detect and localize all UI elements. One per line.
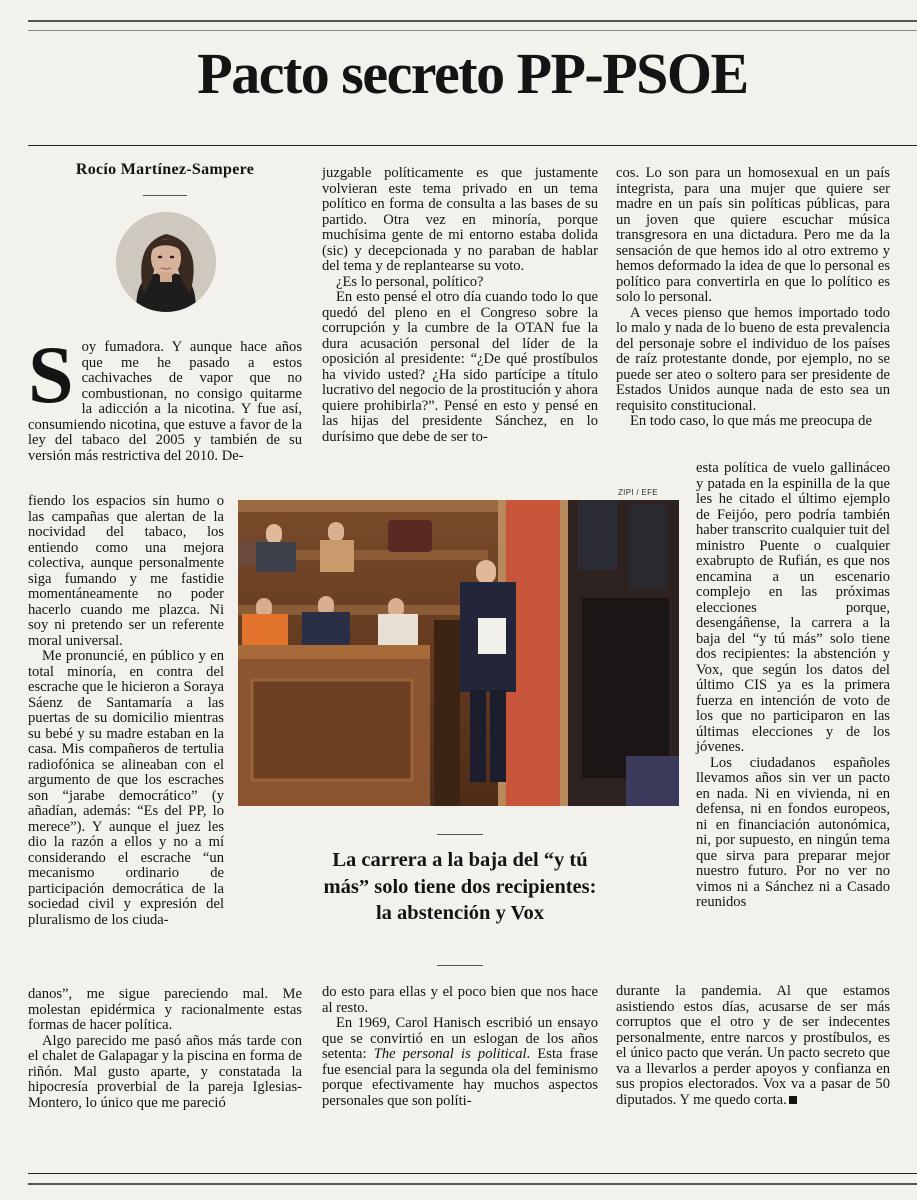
headline: Pacto secreto PP-PSOE xyxy=(197,41,748,106)
pull-quote-rule-top xyxy=(437,834,483,835)
column-3-bottom xyxy=(616,984,890,1108)
column-1-bottom xyxy=(28,987,302,1111)
author-portrait-illustration xyxy=(116,212,216,312)
column-3-top xyxy=(616,166,890,430)
column-2-top xyxy=(322,166,598,445)
bottom-rule xyxy=(28,1173,917,1174)
author-byline: Rocío Martínez-Sampere xyxy=(75,161,255,178)
column-3-middle xyxy=(696,461,890,911)
paragraph: Los ciudadanos españoles llevamos años sin ver un pacto en nada. Ni en vivienda, ni en defensa, ni en fondos europeos, ni en financiación autonómica, ni, por supuesto, en ningún tema que sirva para preparar mejor nuestro futuro. Por no ver no vimos ni a Sánchez ni a Casado reunidos xyxy=(696,754,890,910)
paragraph: do esto para ellas y el poco bien que nos hace al resto. xyxy=(322,984,598,1016)
paragraph: cos. Lo son para un homosexual en un país integrista, para una mujer que quiere ser madre en un país sin políticas públicas, para un joven que quiere escuchar música transgresora en una dictadura. Pero me da la sensación de que hemos ido al otro extremo y hemos deformado la idea de que lo personal es político para convertirla en que lo político es solo lo personal. xyxy=(616,165,890,305)
column-2-bottom xyxy=(322,985,598,1109)
paragraph-text: . Esta frase fue esencial para la segunda ola del feminismo porque efectivamente hay muchos aspectos personales que son políti- xyxy=(322,1046,598,1109)
emphasis-text: The personal is political xyxy=(373,1046,527,1062)
paragraph xyxy=(616,984,890,1108)
paragraph-text: En 1969, Carol Hanisch escribió un ensayo que se convirtió en un eslogan de los años setenta: xyxy=(322,1015,598,1062)
column-1-top xyxy=(28,329,302,464)
paragraph: fiendo los espacios sin humo o las campañas que alertan de la nocividad del tabaco, los entiendo como una mejora colectiva, aunque personalmente siga fumando y me fastidie momentáneamente no poder hacerlo cuando me plazca. Ni soy ni pretendo ser un referente moral universal. xyxy=(28,493,224,649)
paragraph: ¿Es lo personal, político? xyxy=(336,273,484,290)
photo-credit: ZIPI / EFE xyxy=(618,488,658,497)
paragraph-text: oy fumadora. Y aunque hace años que me he pasado a estos cachivaches de vapor que no combustionan, no consigo quitarme la adicción a la nicotina. Y fue así, consumiendo nicotina, que estuve a favor de la ley del tabaco del 2005 y también de su versión más restrictiva del 2010. De- xyxy=(28,339,302,464)
top-double-rule xyxy=(28,20,917,22)
bottom-double-rule xyxy=(28,1183,917,1185)
paragraph: Me pronuncié, en público y en total minoría, en contra del escrache que le hicieron a Soraya Sáenz de Santamaría a las puertas de su domicilio mientras su bebé y su madre estaban en la casa. Mis compañeros de tertulia radiofónica se alineaban con el argumento de que los escraches son “jarabe democrático” (y añadían, además: “Es del PP, lo merece”). Y aunque el juez les dio la razón a ellos y no a mí considerando el escrache “un mecanismo ordinario de participación democrática de la sociedad civil y expresión del pluralismo de los ciuda- xyxy=(28,648,224,928)
end-of-article-mark xyxy=(789,1096,797,1104)
paragraph: En todo caso, lo que más me preocupa de xyxy=(630,413,872,429)
top-thin-rule xyxy=(28,30,917,31)
byline-rule xyxy=(143,195,187,196)
paragraph: Algo parecido me pasó años más tarde con el chalet de Galapagar y la piscina en forma de riñón. Mal gusto aparte, y constatada la hipocresía proverbial de la pareja Iglesias-Montero, lo único que me pareció xyxy=(28,1032,302,1111)
paragraph: A veces pienso que hemos importado todo lo malo y nada de lo bueno de esta prevalencia del personaje sobre el individuo de los países de raíz protestante donde, por ejemplo, no se puede ser ateo o soltero para ser presidente de Estados Unidos aunque nada de esto sea un requisito constitucional. xyxy=(616,304,890,414)
congress-photo xyxy=(238,500,679,806)
drop-cap: S xyxy=(28,329,74,420)
column-1-middle xyxy=(28,494,224,928)
paragraph xyxy=(322,1016,598,1109)
paragraph xyxy=(28,329,302,464)
paragraph-text: durante la pandemia. Al que estamos asistiendo estos días, acusarse de ser más corruptos que el otro y de ser indecentes personalmente, entre narcos y prostíbulos, es el único pacto que verán. Un pacto secreto que va a llevarlos a perder apoyos y confianza en sus propios electorados. Vox va a pasar de 50 diputados. Y me quedo corta. xyxy=(616,983,890,1108)
paragraph: En esto pensé el otro día cuando todo lo que quedó del pleno en el Congreso sobre la corrupción y la cumbre de la OTAN fue la dura acusación personal del líder de la oposición al presidente: “¿De qué prostíbulos ha vivido usted? ¿Ha sido partícipe a título lucrativo del negocio de la prostitución y ahora quiere prohibirla?”. Pensé en esto y pensé en las hijas del presidente Sánchez, en lo durísimo que debe de ser to- xyxy=(322,289,598,445)
paragraph: juzgable políticamente es que justamente volvieran este tema privado en un tema político en forma de consulta a las bases de su partido. Otra vez en minoría, porque muchísima gente de mi entorno estaba dolida (sic) y decepcionada y no paraban de hablar del tema y de replantearse su voto. xyxy=(322,165,598,274)
author-portrait xyxy=(116,212,216,312)
pull-quote: La carrera a la baja del “y tú más” solo tiene dos recipientes: la abstención y Vox xyxy=(323,849,597,924)
paragraph: danos”, me sigue pareciendo mal. Me molestan epidérmica y racionalmente estas formas de hacer política. xyxy=(28,986,302,1033)
headline-rule xyxy=(28,145,917,146)
pull-quote-rule-bottom xyxy=(437,965,483,966)
paragraph: esta política de vuelo gallináceo y patada en la espinilla de la que les he citado el último ejemplo de Feijóo, pero podría también haber transcrito cualquier tuit del ministro Puente o cualquier exabrupto de Rufián, es que nos encamina a un escenario complejo en las próximas elecciones porque, desengáñense, la carrera a la baja del “y tú más” solo tiene dos recipientes: la abstención y Vox, que según los datos del último CIS ya es la primera fuerza en intención de voto de los que no participaron en las últimas elecciones y de los jóvenes. xyxy=(696,460,890,755)
congress-photo-illustration xyxy=(238,500,679,806)
